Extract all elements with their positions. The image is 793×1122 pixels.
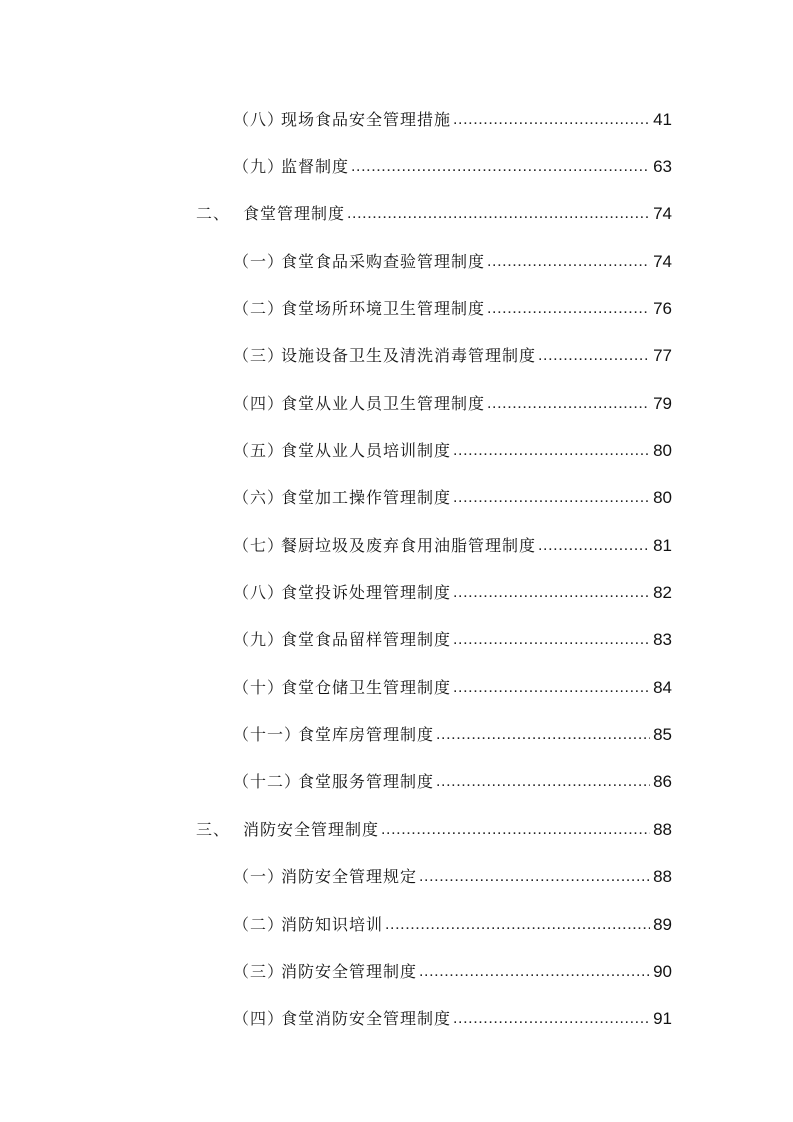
toc-entry-page[interactable]: 81 (653, 535, 672, 555)
toc-entry-line (281, 628, 672, 652)
toc-entry-line (281, 581, 672, 605)
toc-entry-page[interactable]: 88 (653, 819, 672, 839)
dot-leader (351, 155, 650, 179)
toc-entry-number: （九） (233, 157, 285, 177)
toc-entry-number: 二、 (196, 204, 231, 224)
dot-leader (385, 913, 650, 937)
toc-entry[interactable] (0, 238, 793, 285)
toc-entry-line (281, 486, 672, 510)
toc-entry-line (281, 534, 672, 558)
toc-entry-number: （二） (233, 914, 285, 934)
dot-leader (487, 392, 650, 416)
toc-entry-number: （四） (233, 1009, 285, 1029)
toc-entry-number: （三） (233, 346, 285, 366)
toc-entry[interactable] (0, 285, 793, 332)
toc-entry[interactable] (0, 617, 793, 664)
toc-entry-page[interactable]: 83 (653, 630, 672, 650)
toc-entry-page[interactable]: 90 (653, 961, 672, 981)
toc-entry-title[interactable]: 消防安全管理规定 (281, 867, 418, 887)
toc-entry-title[interactable]: 食堂从业人员培训制度 (281, 441, 452, 461)
toc-entry-title[interactable]: 监督制度 (281, 157, 350, 177)
toc-entry[interactable] (0, 96, 793, 143)
toc-entry-title[interactable]: 食堂从业人员卫生管理制度 (281, 393, 486, 413)
dot-leader (538, 534, 650, 558)
toc-entry-title[interactable]: 食堂加工操作管理制度 (281, 488, 452, 508)
toc-entry-line (281, 155, 672, 179)
dot-leader (453, 486, 650, 510)
dot-leader (436, 770, 650, 794)
toc-entry[interactable] (0, 427, 793, 474)
toc-entry-line (281, 865, 672, 889)
toc-entry[interactable] (0, 806, 793, 853)
dot-leader (453, 676, 650, 700)
toc-entry-line (281, 960, 672, 984)
dot-leader (487, 250, 650, 274)
toc-entry-title[interactable]: 食堂食品留样管理制度 (281, 630, 452, 650)
dot-leader (487, 297, 650, 321)
toc-entry-title[interactable]: 食堂库房管理制度 (298, 725, 435, 745)
toc-entry-number: （三） (233, 961, 285, 981)
dot-leader (381, 818, 650, 842)
toc-entry-title[interactable]: 食堂仓储卫生管理制度 (281, 677, 452, 697)
toc-entry-line (281, 250, 672, 274)
toc-entry-title[interactable]: 消防安全管理制度 (281, 961, 418, 981)
dot-leader (453, 628, 650, 652)
toc-entry[interactable] (0, 948, 793, 995)
toc-entry[interactable] (0, 191, 793, 238)
toc-entry[interactable] (0, 711, 793, 758)
toc-entry-line (281, 108, 672, 132)
toc-entry-page[interactable]: 80 (653, 441, 672, 461)
table-of-contents (0, 96, 793, 1043)
toc-entry-number: （十） (233, 677, 285, 697)
toc-entry-line (298, 723, 672, 747)
toc-entry-number: （七） (233, 535, 285, 555)
toc-entry[interactable] (0, 475, 793, 522)
toc-entry[interactable] (0, 333, 793, 380)
toc-entry-title[interactable]: 食堂消防安全管理制度 (281, 1009, 452, 1029)
dot-leader (419, 960, 650, 984)
toc-entry-page[interactable]: 63 (653, 157, 672, 177)
toc-entry[interactable] (0, 664, 793, 711)
toc-entry[interactable] (0, 854, 793, 901)
dot-leader (453, 1007, 650, 1031)
toc-entry-title[interactable]: 食堂管理制度 (243, 204, 346, 224)
toc-entry-number: （八） (233, 109, 285, 129)
toc-entry[interactable] (0, 143, 793, 190)
toc-entry-page[interactable]: 82 (653, 583, 672, 603)
toc-entry-number: （十一） (233, 725, 302, 745)
toc-entry-page[interactable]: 88 (653, 867, 672, 887)
toc-entry-page[interactable]: 79 (653, 393, 672, 413)
toc-entry-page[interactable]: 76 (653, 299, 672, 319)
toc-entry-page[interactable]: 86 (653, 772, 672, 792)
dot-leader (436, 723, 650, 747)
toc-entry[interactable] (0, 522, 793, 569)
toc-entry-number: （一） (233, 867, 285, 887)
toc-entry-page[interactable]: 84 (653, 677, 672, 697)
toc-entry-line (281, 344, 672, 368)
toc-entry-number: （四） (233, 393, 285, 413)
toc-entry-number: （五） (233, 441, 285, 461)
toc-entry-page[interactable]: 89 (653, 914, 672, 934)
toc-entry-page[interactable]: 74 (653, 251, 672, 271)
toc-entry-title[interactable]: 食堂场所环境卫生管理制度 (281, 299, 486, 319)
toc-entry-page[interactable]: 85 (653, 725, 672, 745)
toc-entry-line (281, 297, 672, 321)
toc-entry-line (281, 1007, 672, 1031)
toc-entry-number: （九） (233, 630, 285, 650)
toc-entry-title[interactable]: 餐厨垃圾及废弃食用油脂管理制度 (281, 535, 537, 555)
toc-entry-page[interactable]: 41 (653, 109, 672, 129)
toc-entry-line (298, 770, 672, 794)
toc-entry-line (243, 202, 672, 226)
toc-entry-line (281, 392, 672, 416)
toc-entry-number: （八） (233, 583, 285, 603)
dot-leader (538, 344, 650, 368)
toc-entry-title[interactable]: 消防安全管理制度 (243, 819, 380, 839)
toc-entry-title[interactable]: 食堂投诉处理管理制度 (281, 583, 452, 603)
toc-entry-number: （一） (233, 251, 285, 271)
toc-entry[interactable] (0, 901, 793, 948)
toc-entry[interactable] (0, 759, 793, 806)
toc-entry-line (281, 913, 672, 937)
toc-entry[interactable] (0, 569, 793, 616)
dot-leader (453, 439, 650, 463)
toc-entry-title[interactable]: 食堂食品采购查验管理制度 (281, 251, 486, 271)
dot-leader (453, 108, 650, 132)
toc-entry-line (281, 676, 672, 700)
toc-entry-page[interactable]: 74 (653, 204, 672, 224)
toc-entry-number: （六） (233, 488, 285, 508)
toc-entry[interactable] (0, 996, 793, 1043)
toc-entry-title[interactable]: 消防知识培训 (281, 914, 384, 934)
toc-entry-page[interactable]: 77 (653, 346, 672, 366)
toc-entry-title[interactable]: 现场食品安全管理措施 (281, 109, 452, 129)
toc-entry-page[interactable]: 91 (653, 1009, 672, 1029)
toc-entry-page[interactable]: 80 (653, 488, 672, 508)
toc-entry-line (281, 439, 672, 463)
toc-entry-number: （十二） (233, 772, 302, 792)
toc-entry[interactable] (0, 380, 793, 427)
toc-entry-line (243, 818, 672, 842)
dot-leader (453, 581, 650, 605)
toc-entry-title[interactable]: 食堂服务管理制度 (298, 772, 435, 792)
toc-entry-number: （二） (233, 299, 285, 319)
dot-leader (419, 865, 650, 889)
toc-entry-title[interactable]: 设施设备卫生及清洗消毒管理制度 (281, 346, 537, 366)
dot-leader (347, 202, 650, 226)
toc-entry-number: 三、 (196, 819, 231, 839)
